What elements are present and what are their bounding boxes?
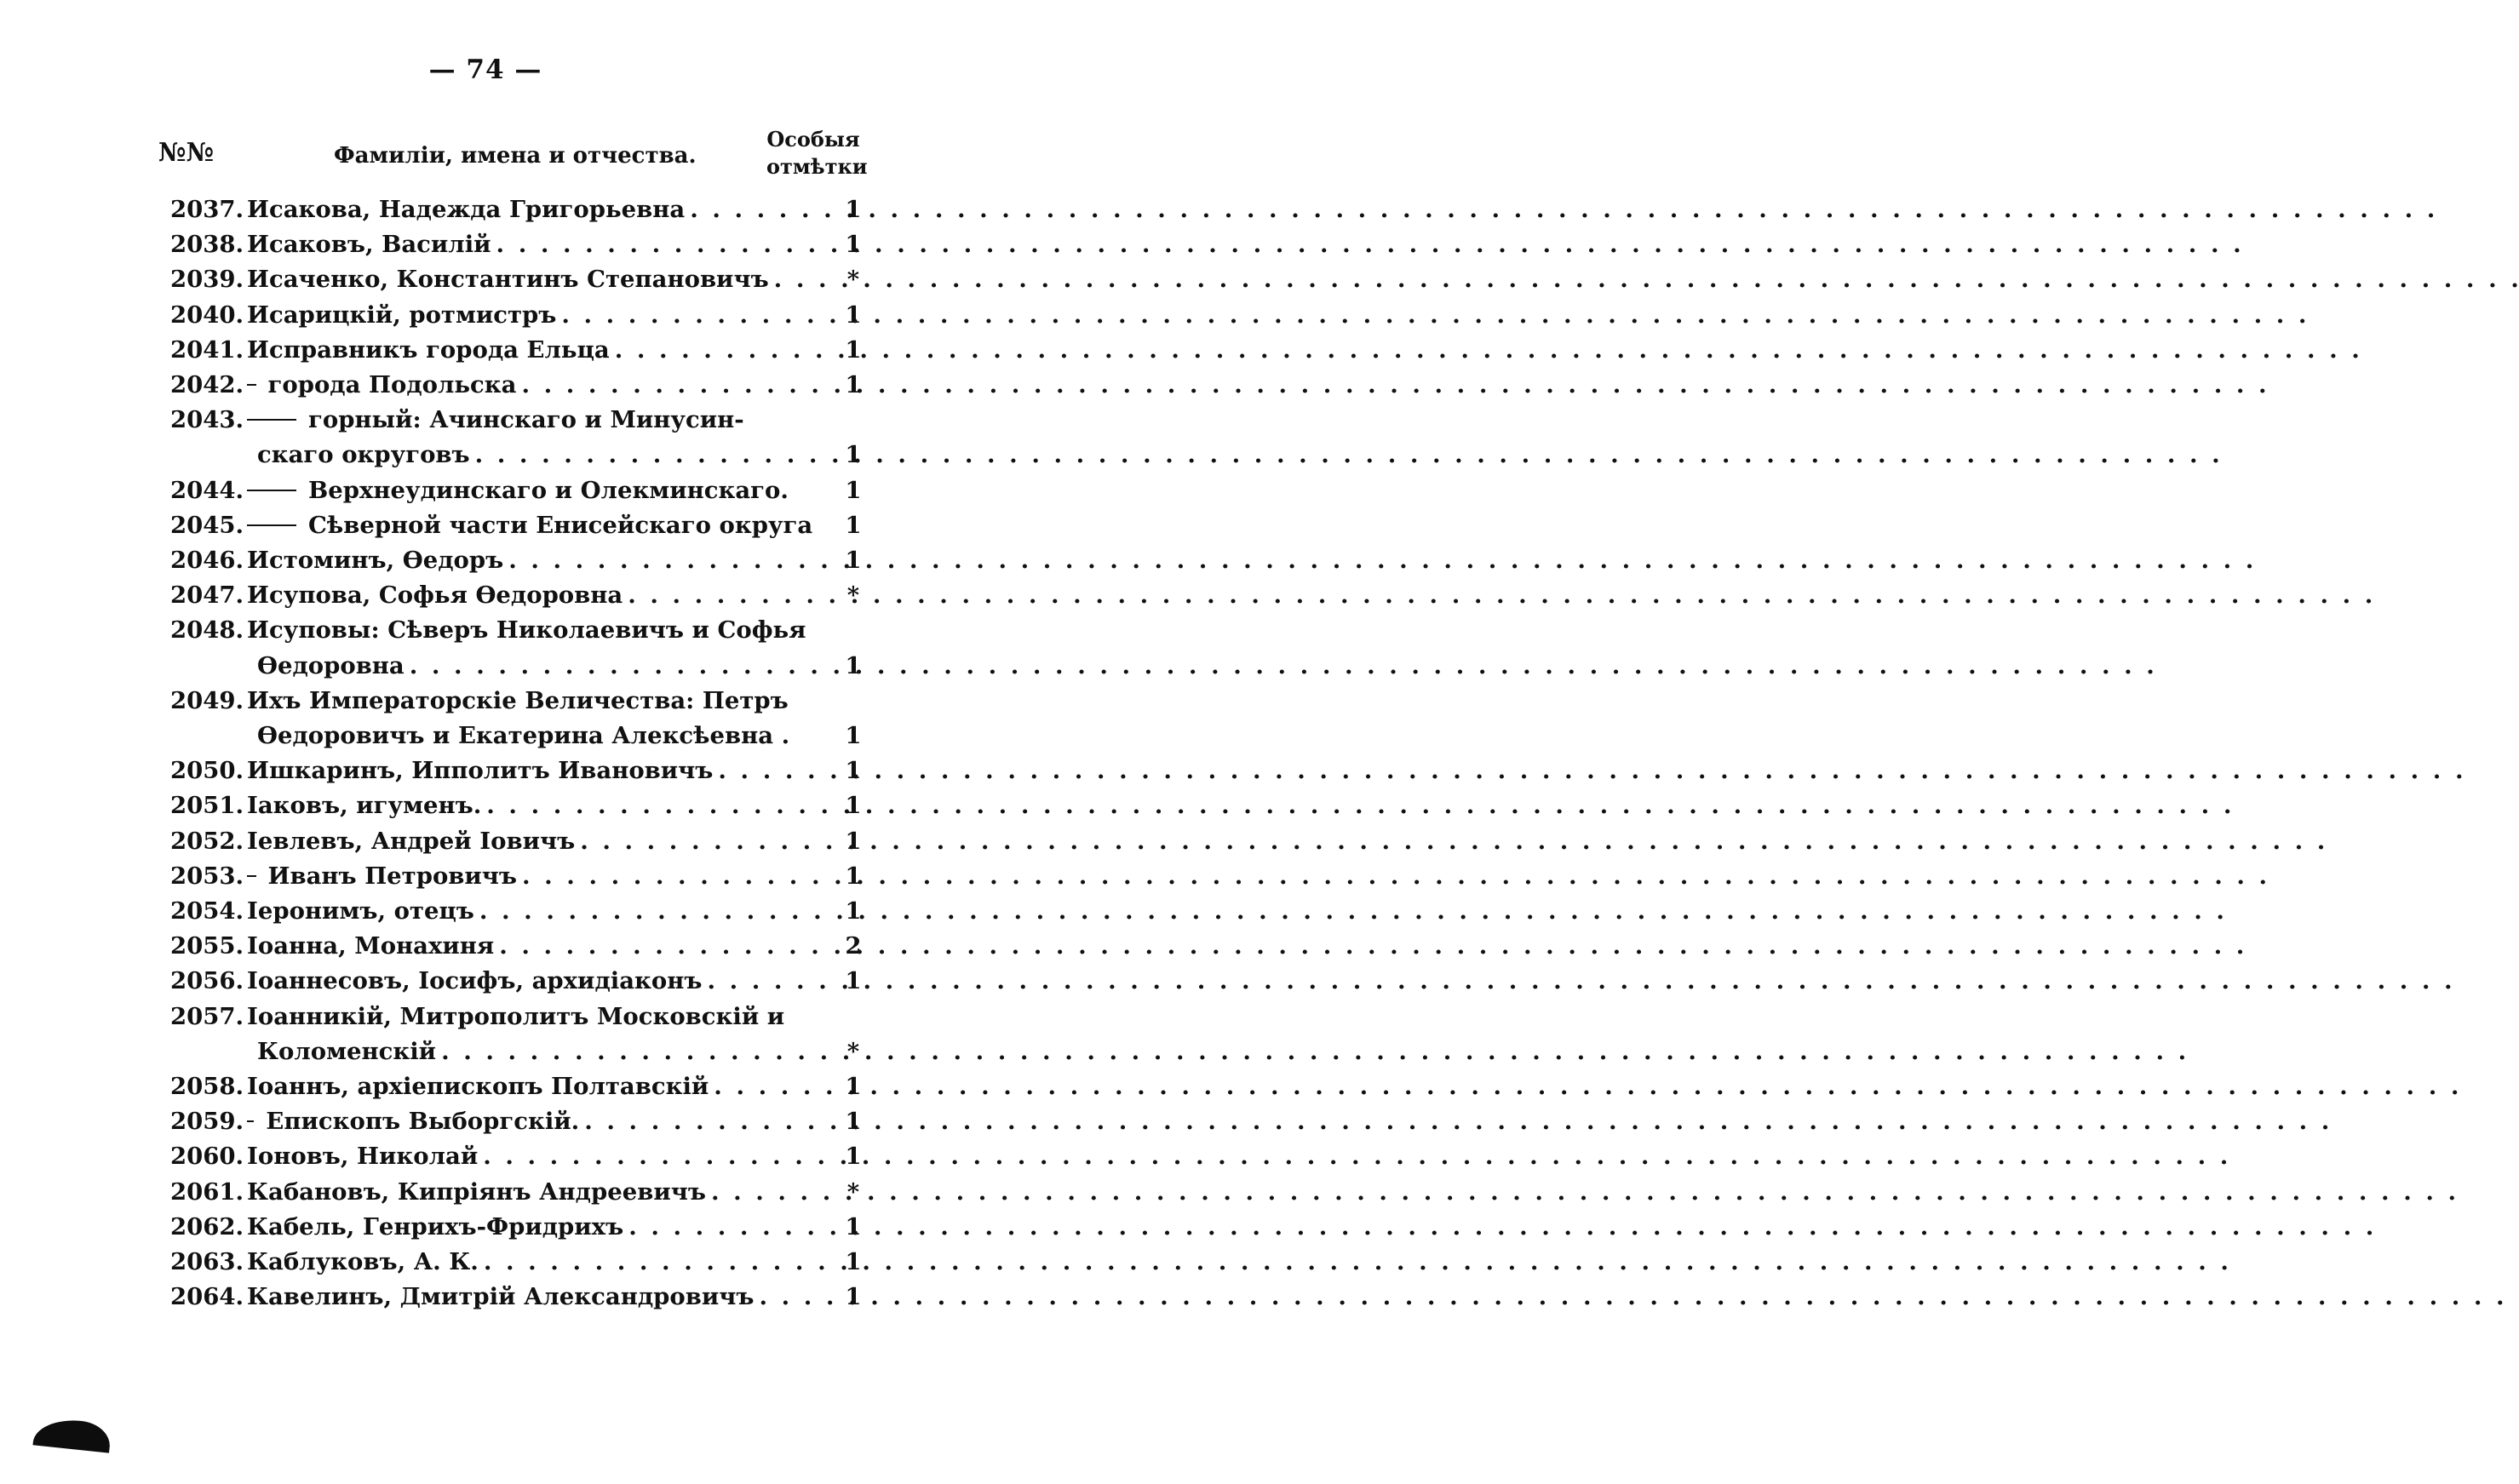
- entry-body: [247, 1139, 869, 1174]
- entry-mark: *: [846, 266, 860, 294]
- entry-body: [247, 753, 869, 788]
- entry-number: 2062.: [170, 1212, 244, 1240]
- entry-line: [247, 192, 869, 227]
- entry-mark: 1: [845, 862, 862, 890]
- entry-mark: 1: [845, 231, 862, 259]
- list-item: [170, 262, 869, 297]
- marks-header-line-1: Особыя: [766, 127, 860, 152]
- entry-mark: 1: [845, 371, 862, 399]
- list-item: [170, 403, 869, 473]
- list-item: [170, 543, 869, 578]
- dot-leader: [623, 578, 838, 613]
- entry-mark: *: [846, 1037, 860, 1065]
- entry-name: Истоминъ, Ѳедоръ: [247, 547, 504, 575]
- entry-name: Іеронимъ, отецъ: [247, 897, 474, 925]
- entry-name: Коломенскій: [257, 1037, 437, 1065]
- entry-mark: 1: [845, 897, 862, 925]
- entry-line: [247, 753, 869, 788]
- entry-mark: 1: [845, 547, 862, 575]
- entry-number: 2058.: [170, 1073, 244, 1101]
- entry-number: 2050.: [170, 757, 244, 785]
- dot-leader: [474, 894, 838, 929]
- entry-mark: 1: [845, 1073, 862, 1101]
- list-item: [170, 298, 869, 333]
- dot-leader: [706, 1175, 838, 1210]
- entry-line: [247, 298, 869, 333]
- entry-name: горный: Ачинскаго и Минусин-: [308, 406, 744, 434]
- entry-name: Иванъ Петровичъ: [267, 862, 518, 890]
- entry-line: [247, 473, 869, 508]
- entry-number: 2048.: [170, 616, 244, 645]
- entry-line: [247, 1210, 869, 1245]
- entry-number: 2044.: [170, 476, 244, 504]
- entry-line: [247, 1139, 869, 1174]
- entry-line: [247, 719, 869, 753]
- entry-line: [247, 1069, 869, 1104]
- entry-body: [247, 1280, 869, 1315]
- list-item: [170, 859, 869, 894]
- entry-body: [247, 333, 869, 368]
- list-item: [170, 788, 869, 823]
- entry-name: Исакова, Надежда Григорьевна: [247, 196, 686, 223]
- list-item: [170, 508, 869, 543]
- entry-name: скаго округовъ: [257, 441, 470, 469]
- ditto-dash: [247, 875, 256, 877]
- entry-line: [247, 929, 869, 964]
- entry-body: [247, 508, 869, 543]
- dot-leader: [579, 1104, 838, 1139]
- entry-body: [247, 894, 869, 929]
- entry-line: [247, 1245, 869, 1280]
- entry-name: Ѳедоровичъ и Екатерина Алексѣевна .: [257, 722, 790, 750]
- entry-mark: 1: [845, 511, 862, 539]
- marks-column-header: [766, 126, 868, 180]
- entry-name: Іоаннъ, архіепископъ Полтавскій: [247, 1073, 709, 1101]
- list-item: [170, 894, 869, 929]
- entry-mark: 1: [845, 651, 862, 679]
- entry-line: [247, 649, 869, 684]
- entry-line: [247, 578, 869, 613]
- entry-body: [247, 1069, 869, 1104]
- entry-body: [247, 824, 869, 859]
- entry-name: Іевлевъ, Андрей Іовичъ: [247, 827, 576, 855]
- entry-body: [247, 1245, 869, 1280]
- dot-leader: [556, 298, 838, 333]
- entry-body: [247, 788, 869, 823]
- list-item: [170, 1210, 869, 1245]
- dot-leader: [769, 262, 838, 297]
- entry-number: 2043.: [170, 406, 244, 434]
- entry-number: 2038.: [170, 231, 244, 259]
- list-item: [170, 473, 869, 508]
- entry-line: [247, 262, 869, 297]
- entry-name: Іоанна, Монахиня: [247, 932, 495, 960]
- entry-body: [247, 1000, 869, 1069]
- name-column-header: Фамиліи, имена и отчества.: [334, 143, 697, 169]
- entry-line: [247, 227, 869, 262]
- entry-number: 2047.: [170, 582, 244, 610]
- entry-line: [247, 438, 869, 473]
- entry-mark: 1: [845, 196, 862, 223]
- entry-mark: 1: [845, 1108, 862, 1136]
- entry-name: Ихъ Императорскіе Величества: Петръ: [247, 686, 789, 714]
- entry-line: [247, 403, 869, 438]
- ditto-dash: [247, 524, 296, 526]
- entry-body: [247, 298, 869, 333]
- entry-name: Кавелинъ, Дмитрій Александровичъ: [247, 1283, 755, 1311]
- list-item: [170, 613, 869, 683]
- number-column-header: №№: [158, 138, 215, 168]
- entry-body: [247, 473, 869, 508]
- entry-number: 2052.: [170, 827, 244, 855]
- dot-leader: [610, 333, 838, 368]
- entry-number: 2060.: [170, 1143, 244, 1171]
- list-item: [170, 1139, 869, 1174]
- entry-mark: 1: [845, 792, 862, 820]
- entry-number: 2063.: [170, 1248, 244, 1276]
- entry-body: [247, 403, 869, 473]
- entry-number: 2054.: [170, 897, 244, 925]
- entry-name: Кабановъ, Кипріянъ Андреевичъ: [247, 1177, 706, 1206]
- entry-mark: 1: [845, 441, 862, 469]
- entry-number: 2042.: [170, 371, 244, 399]
- list-item: [170, 1245, 869, 1280]
- entry-name: Исправникъ города Ельца: [247, 335, 610, 364]
- entry-body: [247, 613, 869, 683]
- entry-number: 2056.: [170, 967, 244, 995]
- entry-number: 2046.: [170, 547, 244, 575]
- entry-line: [247, 543, 869, 578]
- entry-mark: 1: [845, 301, 862, 329]
- list-item: [170, 333, 869, 368]
- entry-number: 2049.: [170, 686, 244, 714]
- ditto-dash: [247, 490, 296, 491]
- entry-line: [247, 1034, 869, 1069]
- entry-mark: 1: [845, 335, 862, 364]
- entry-body: [247, 684, 869, 753]
- dot-leader: [713, 753, 838, 788]
- entry-name: города Подольска: [267, 371, 517, 399]
- entry-body: [247, 368, 869, 403]
- list-item: [170, 227, 869, 262]
- list-item: [170, 684, 869, 753]
- dot-leader: [494, 929, 838, 964]
- entry-number: 2053.: [170, 862, 244, 890]
- entry-number: 2055.: [170, 932, 244, 960]
- entry-line: [247, 684, 869, 719]
- entry-name: Іоаннесовъ, Іосифъ, архидіаконъ: [247, 967, 703, 995]
- entry-mark: *: [846, 582, 860, 610]
- entry-line: [247, 1104, 869, 1139]
- entry-number: 2037.: [170, 196, 244, 223]
- list-item: [170, 1280, 869, 1315]
- ditto-dash: [247, 419, 296, 421]
- entry-mark: 1: [845, 827, 862, 855]
- entry-number: 2045.: [170, 511, 244, 539]
- dot-leader: [470, 438, 838, 473]
- dot-leader: [623, 1210, 838, 1245]
- list-item: [170, 753, 869, 788]
- entry-name: Исупова, Софья Ѳедоровна: [247, 582, 623, 610]
- list-item: [170, 964, 869, 999]
- list-item: [170, 1000, 869, 1069]
- dot-leader: [685, 192, 838, 227]
- entry-number: 2061.: [170, 1177, 244, 1206]
- list-item: [170, 929, 869, 964]
- dot-leader: [479, 1245, 838, 1280]
- entry-mark: 2: [845, 932, 862, 960]
- list-item: [170, 824, 869, 859]
- entry-number: 2040.: [170, 301, 244, 329]
- entry-name: Исаковъ, Василій: [247, 231, 491, 259]
- entry-mark: *: [846, 1177, 860, 1206]
- entry-mark: 1: [845, 722, 862, 750]
- entry-body: [247, 929, 869, 964]
- entry-line: [247, 1000, 869, 1034]
- entry-body: [247, 1210, 869, 1245]
- entry-name: Исарицкій, ротмистръ: [247, 301, 557, 329]
- list-item: [170, 192, 869, 227]
- ditto-dash: [247, 1120, 254, 1122]
- entry-mark: 1: [845, 476, 862, 504]
- entry-body: [247, 1104, 869, 1139]
- dot-leader: [405, 649, 838, 684]
- entry-line: [247, 1280, 869, 1315]
- dot-leader: [436, 1034, 838, 1069]
- entry-body: [247, 1175, 869, 1210]
- entry-line: [247, 333, 869, 368]
- entry-number: 2064.: [170, 1283, 244, 1311]
- entry-name: Іаковъ, игуменъ.: [247, 792, 482, 820]
- list-item: [170, 1175, 869, 1210]
- list-item: [170, 1104, 869, 1139]
- entry-mark: 1: [845, 967, 862, 995]
- entry-line: [247, 1175, 869, 1210]
- entry-mark: 1: [845, 757, 862, 785]
- entry-name: Ѳедоровна: [257, 651, 405, 679]
- dot-leader: [702, 964, 838, 999]
- entry-mark: 1: [845, 1143, 862, 1171]
- entry-body: [247, 543, 869, 578]
- entry-name: Ишкаринъ, Ипполитъ Ивановичъ: [247, 757, 714, 785]
- entry-mark: 1: [845, 1283, 862, 1311]
- entry-name: Епископъ Выборгскій.: [266, 1108, 580, 1136]
- entry-line: [247, 894, 869, 929]
- entry-line: [247, 508, 869, 543]
- entry-mark: 1: [845, 1248, 862, 1276]
- page-number: — 74 —: [428, 54, 542, 85]
- entry-line: [247, 824, 869, 859]
- list-item: [170, 578, 869, 613]
- entry-line: [247, 788, 869, 823]
- entry-number: 2059.: [170, 1108, 244, 1136]
- entry-name: Сѣверной части Енисейскаго округа: [308, 511, 813, 539]
- entries-list: [170, 192, 869, 1315]
- dot-leader: [517, 859, 838, 894]
- book-page: [0, 0, 971, 1484]
- dot-leader: [481, 788, 838, 823]
- entry-name: Исуповы: Сѣверъ Николаевичъ и Софья: [247, 616, 806, 645]
- entry-number: 2057.: [170, 1002, 244, 1030]
- entry-name: Верхнеудинскаго и Олекминскаго.: [308, 476, 789, 504]
- entry-name: Іоновъ, Николай: [247, 1143, 479, 1171]
- entry-body: [247, 192, 869, 227]
- list-item: [170, 1069, 869, 1104]
- entry-name: Каблуковъ, А. К.: [247, 1248, 479, 1276]
- entry-line: [247, 859, 869, 894]
- entry-name: Кабель, Генрихъ-Фридрихъ: [247, 1212, 624, 1240]
- entry-number: 2039.: [170, 266, 244, 294]
- entry-body: [247, 964, 869, 999]
- dot-leader: [709, 1069, 838, 1104]
- entry-body: [247, 578, 869, 613]
- entry-mark: 1: [845, 1212, 862, 1240]
- dot-leader: [575, 824, 838, 859]
- dot-leader: [491, 227, 838, 262]
- entry-number: 2051.: [170, 792, 244, 820]
- entry-body: [247, 859, 869, 894]
- dot-leader: [754, 1280, 838, 1315]
- dot-leader: [516, 368, 838, 403]
- entry-line: [247, 964, 869, 999]
- dot-leader: [503, 543, 838, 578]
- entry-line: [247, 613, 869, 648]
- entry-body: [247, 262, 869, 297]
- ditto-dash: [247, 384, 256, 386]
- marks-header-line-2: отмѣтки: [766, 154, 868, 179]
- list-item: [170, 368, 869, 403]
- entry-line: [247, 368, 869, 403]
- entry-name: Исаченко, Константинъ Степановичъ: [247, 266, 769, 294]
- ink-smudge: [32, 1416, 112, 1452]
- entry-number: 2041.: [170, 335, 244, 364]
- dot-leader: [478, 1139, 838, 1174]
- entry-name: Іоанникій, Митрополитъ Московскій и: [247, 1002, 785, 1030]
- entry-body: [247, 227, 869, 262]
